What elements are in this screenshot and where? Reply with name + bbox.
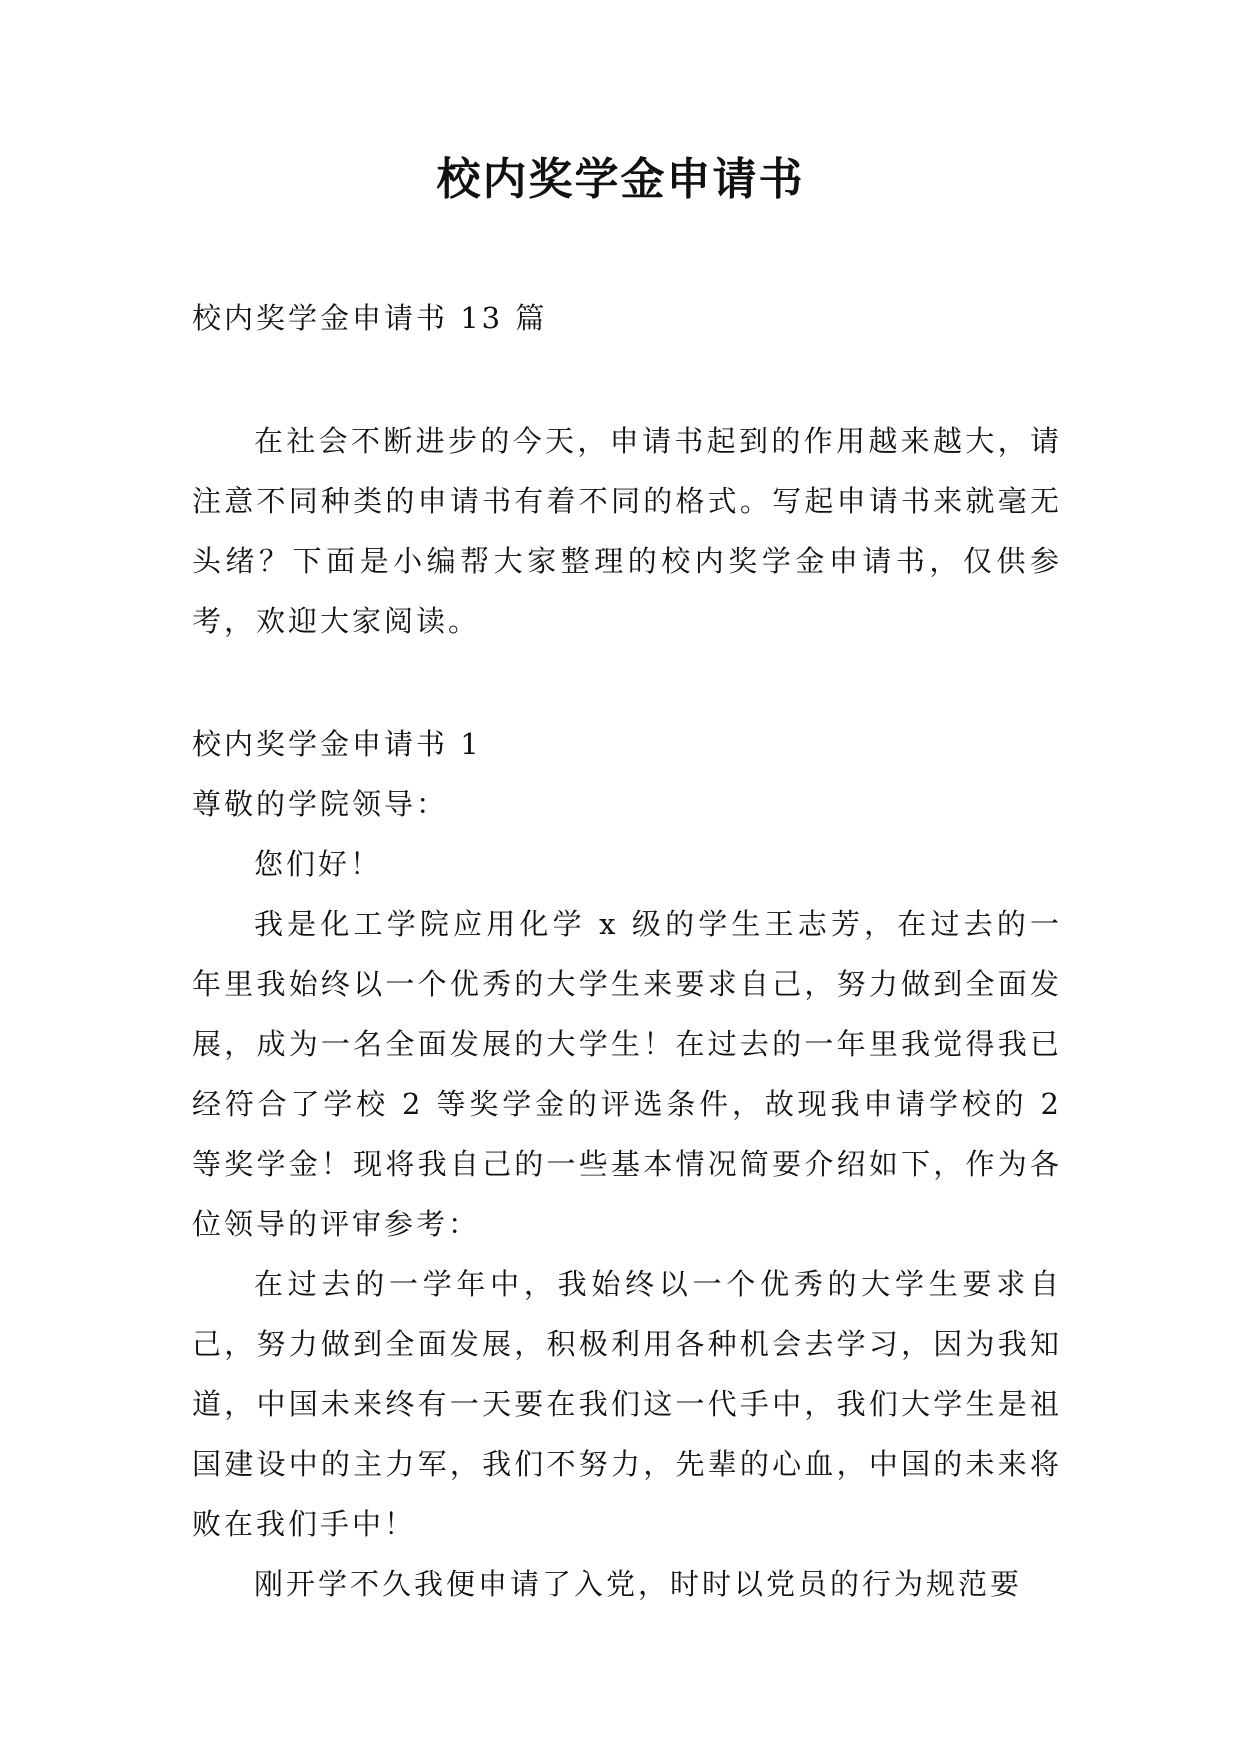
body-paragraph: 刚开学不久我便申请了入党，时时以党员的行为规范要 (254, 1567, 1023, 1601)
document-body (192, 288, 1062, 1614)
greeting: 您们好！ (254, 847, 383, 881)
intro-paragraph: 在社会不断进步的今天，申请书起到的作用越来越大，请注意不同种类的申请书有着不同的格式。写起申请书来就毫无头绪？下面是小编帮大家整理的校内奖学金申请书，仅供参考，欢迎大家阅读。 (192, 424, 1062, 638)
body-paragraph: 我是化工学院应用化学 x 级的学生王志芳，在过去的一年里我始终以一个优秀的大学生来要求自己，努力做到全面发展，成为一名全面发展的大学生！在过去的一年里我觉得我已经符合了学校 2 等奖学金的评选条件，故现我申请学校的 2 等奖学金！现将我自己的一些基本情况简要介绍如下，作为各位领导的评审参考： (192, 907, 1062, 1241)
body-paragraph: 在过去的一学年中，我始终以一个优秀的大学生要求自己，努力做到全面发展，积极利用各种机会去学习，因为我知道，中国未来终有一天要在我们这一代手中，我们大学生是祖国建设中的主力军，我们不努力，先辈的心血，中国的未来将败在我们手中！ (192, 1267, 1062, 1541)
spacer (192, 651, 1062, 714)
salutation: 尊敬的学院领导： (192, 787, 449, 821)
document-subtitle: 校内奖学金申请书 13 篇 (192, 301, 548, 335)
spacer (192, 348, 1062, 411)
section-heading: 校内奖学金申请书 1 (192, 727, 482, 761)
document-title: 校内奖学金申请书 (436, 154, 805, 205)
